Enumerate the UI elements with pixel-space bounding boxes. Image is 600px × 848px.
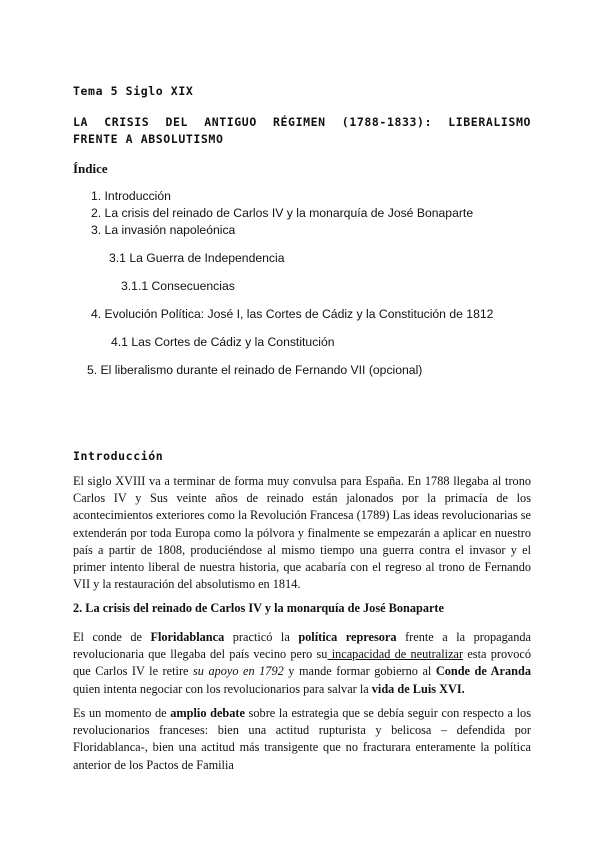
section-2-paragraph-1: El conde de Floridablanca practicó la política represora frente a la propaganda revolucionaria que llegaba del país vecino pero su incapacidad de neutralizar esta provocó que Carlos IV le retire su apoyo en 1792 y mande formar gobierno al Conde de Aranda quien intenta negociar con los revolucionarios para salvar la vida de Luis XVI. [73, 630, 532, 696]
page-title: LA CRISIS DEL ANTIGUO RÉGIMEN (1788-1833): LIBERALISMO FRENTE A ABSOLUTISMO [73, 115, 531, 146]
section-2-heading: 2. La crisis del reinado de Carlos IV y la monarquía de José Bonaparte [73, 601, 444, 615]
toc-item-1: 1. Introducción [91, 189, 171, 203]
introduction-heading: Introducción [73, 449, 164, 463]
index-heading: Índice [73, 161, 108, 176]
toc-item-4: 4. Evolución Política: José I, las Cortes de Cádiz y la Constitución de 1812 [91, 307, 494, 321]
introduction-paragraph: El siglo XVIII va a terminar de forma muy convulsa para España. En 1788 llegaba al trono Carlos IV y Sus veinte años de reinado están jalonados por la primacía de los acontecimientos exteriores como la Revolución Francesa (1789) Las ideas revolucionarias se extenderán por toda Europa como la pólvora y finalmente se empezarán a aplicar en nuestro país a partir de 1808, produciéndose al mismo tiempo una guerra contra el invasor y el primer intento liberal de nuestra historia, que acabaría con el regreso al trono de Fernando VII y la restauración del absolutismo en 1814. [73, 474, 531, 592]
toc-item-2: 2. La crisis del reinado de Carlos IV y la monarquía de José Bonaparte [91, 206, 474, 220]
toc-item-4-1: 4.1 Las Cortes de Cádiz y la Constitución [111, 335, 335, 349]
topic-label: Tema 5 Siglo XIX [73, 84, 194, 98]
toc-item-3: 3. La invasión napoleónica [91, 223, 236, 237]
toc-item-3-1: 3.1 La Guerra de Independencia [109, 251, 285, 265]
toc-item-3-1-1: 3.1.1 Consecuencias [121, 279, 235, 293]
toc-item-5: 5. El liberalismo durante el reinado de Fernando VII (opcional) [87, 363, 423, 377]
section-2-paragraph-2: Es un momento de amplio debate sobre la estrategia que se debía seguir con respecto a los revolucionarios franceses: bien una actitud rupturista y belicosa – defendida por Floridablanca-, bien una actitud más transigente que no fracturara enteramente la política anterior de los Pactos de Familia [73, 706, 531, 772]
